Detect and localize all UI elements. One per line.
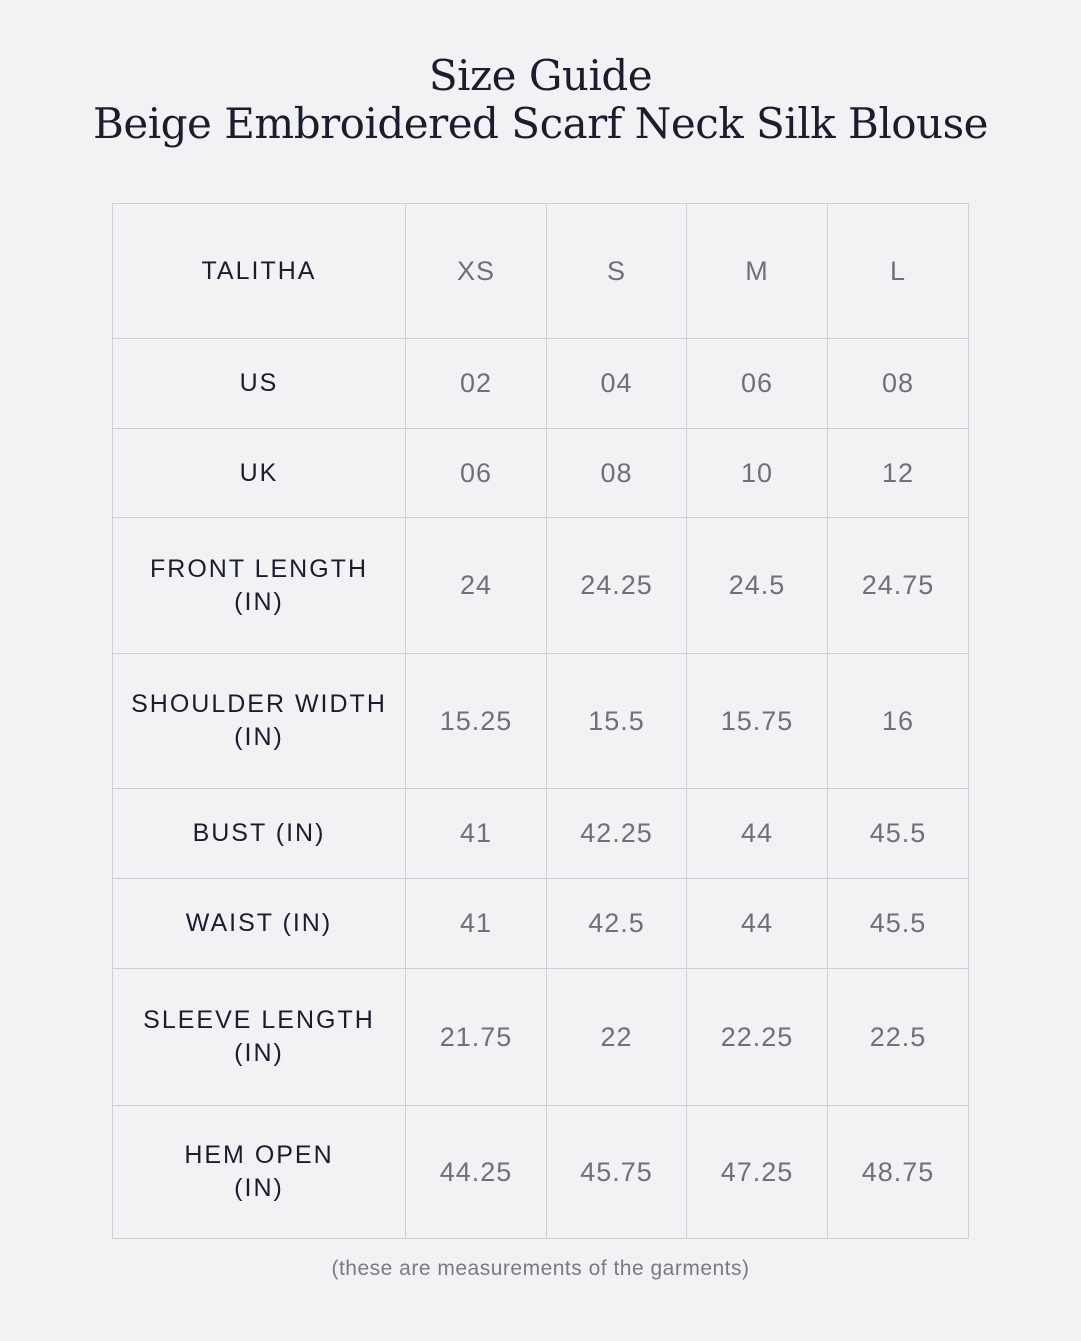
- header-size-cell: M: [687, 204, 828, 339]
- table-cell: 15.25: [406, 654, 547, 789]
- table-cell: 48.75: [828, 1106, 969, 1239]
- table-cell: 21.75: [406, 969, 547, 1106]
- table-cell: 10: [687, 429, 828, 518]
- table-cell: 08: [828, 339, 969, 429]
- table-cell: 42.25: [547, 789, 687, 879]
- header-size-cell: L: [828, 204, 969, 339]
- table-cell: 41: [406, 879, 547, 969]
- table-cell: 08: [547, 429, 687, 518]
- table-cell: 06: [687, 339, 828, 429]
- table-row-us: [113, 339, 969, 429]
- header-brand-label: TALITHA: [201, 256, 317, 285]
- row-label: BUST (IN): [192, 819, 326, 847]
- table-row-uk: [113, 429, 969, 518]
- row-label: US: [239, 369, 279, 397]
- row-label-unit: (IN): [234, 587, 284, 616]
- table-row-front-length: [113, 518, 969, 654]
- row-label: WAIST (IN): [185, 909, 333, 937]
- table-cell: 45.5: [828, 789, 969, 879]
- table-cell: 12: [828, 429, 969, 518]
- row-label-cell: [113, 654, 406, 789]
- table-cell: 24: [406, 518, 547, 654]
- measurement-footnote: (these are measurements of the garments): [331, 1257, 750, 1280]
- table-cell: 06: [406, 429, 547, 518]
- row-label-cell: [113, 518, 406, 654]
- row-label-unit: (IN): [234, 1174, 284, 1202]
- title-product-name: Beige Embroidered Scarf Neck Silk Blouse: [92, 99, 989, 148]
- table-cell: 47.25: [687, 1106, 828, 1239]
- row-label: SLEEVE LENGTH: [143, 1006, 375, 1034]
- size-table-body: [113, 204, 969, 1239]
- table-cell: 22: [547, 969, 687, 1106]
- size-guide-table: [112, 203, 969, 1239]
- row-label: FRONT LENGTH: [150, 554, 368, 583]
- table-cell: 44: [687, 879, 828, 969]
- table-cell: 45.5: [828, 879, 969, 969]
- table-cell: 16: [828, 654, 969, 789]
- row-label: UK: [239, 458, 279, 487]
- row-label-cell: [113, 969, 406, 1106]
- table-cell: 41: [406, 789, 547, 879]
- page-title: [0, 52, 1081, 148]
- table-cell: 22.25: [687, 969, 828, 1106]
- header-size-cell: S: [547, 204, 687, 339]
- row-label: HEM OPEN: [184, 1141, 334, 1169]
- table-row-bust: [113, 789, 969, 879]
- table-header-row: [113, 204, 969, 339]
- table-cell: 22.5: [828, 969, 969, 1106]
- row-label-unit: (IN): [234, 723, 284, 751]
- row-label-cell: [113, 789, 406, 879]
- row-label-cell: [113, 1106, 406, 1239]
- row-label-cell: [113, 879, 406, 969]
- table-cell: 24.25: [547, 518, 687, 654]
- row-label: SHOULDER WIDTH: [131, 690, 387, 718]
- table-cell: 24.75: [828, 518, 969, 654]
- row-label-cell: [113, 339, 406, 429]
- table-cell: 15.5: [547, 654, 687, 789]
- header-label-cell: [113, 204, 406, 339]
- table-cell: 45.75: [547, 1106, 687, 1239]
- header-size-cell: XS: [406, 204, 547, 339]
- title-size-guide: Size Guide: [428, 51, 653, 100]
- table-cell: 44.25: [406, 1106, 547, 1239]
- row-label-cell: [113, 429, 406, 518]
- table-row-shoulder-width: [113, 654, 969, 789]
- table-cell: 04: [547, 339, 687, 429]
- table-cell: 15.75: [687, 654, 828, 789]
- table-cell: 02: [406, 339, 547, 429]
- table-cell: 24.5: [687, 518, 828, 654]
- table-row-hem-open: [113, 1106, 969, 1239]
- row-label-unit: (IN): [234, 1039, 284, 1067]
- table-cell: 42.5: [547, 879, 687, 969]
- table-row-sleeve-length: [113, 969, 969, 1106]
- table-cell: 44: [687, 789, 828, 879]
- table-row-waist: [113, 879, 969, 969]
